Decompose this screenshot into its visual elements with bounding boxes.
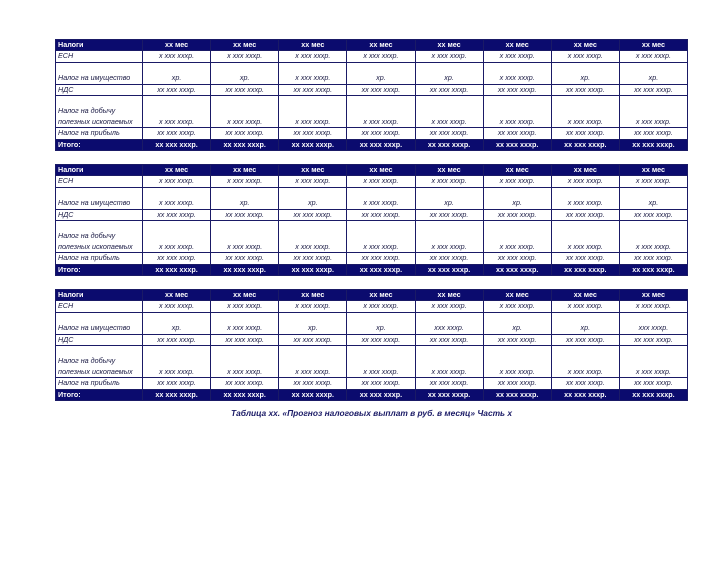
table-cell: x xxx xxxр. [619, 51, 687, 62]
total-cell: xx xxx xxxр. [347, 389, 415, 400]
row-label: Налог на имущество [56, 187, 143, 209]
total-cell: xx xxx xxxр. [211, 264, 279, 275]
table-cell: xx xxx xxxр. [551, 209, 619, 220]
table-cell: xx xxx xxxр. [483, 334, 551, 345]
table-cell: xx xxx xxxр. [347, 209, 415, 220]
table-cell: xx xxx xxxр. [483, 253, 551, 264]
header-month: xx мес [347, 165, 415, 176]
table-cell: x xxx xxxр. [347, 221, 415, 253]
table-cell: xр. [619, 187, 687, 209]
total-cell: xx xxx xxxр. [279, 389, 347, 400]
total-cell: xx xxx xxxр. [619, 139, 687, 150]
table-total-row [56, 264, 688, 275]
table-cell: xx xxx xxxр. [619, 334, 687, 345]
total-cell: xx xxx xxxр. [415, 389, 483, 400]
header-month: xx мес [143, 165, 211, 176]
table-cell: xx xxx xxxр. [483, 378, 551, 389]
header-month: xx мес [279, 165, 347, 176]
table-header-row [56, 165, 688, 176]
table-cell: xx xxx xxxр. [347, 378, 415, 389]
row-label: Налог на прибыль [56, 378, 143, 389]
table-cell: x xxx xxxр. [347, 96, 415, 128]
table-cell: xр. [143, 62, 211, 84]
table-cell: xр. [211, 187, 279, 209]
table-row-vat [56, 334, 688, 345]
table-cell: xx xxx xxxр. [211, 128, 279, 139]
header-month: xx мес [551, 40, 619, 51]
header-month: xx мес [143, 40, 211, 51]
total-label: Итого: [56, 264, 143, 275]
row-label: Налог на имущество [56, 312, 143, 334]
table-row-mineral-tax [56, 96, 688, 128]
table-cell: xx xxx xxxр. [279, 84, 347, 95]
table-cell: x xxx xxxр. [211, 221, 279, 253]
row-label: НДС [56, 334, 143, 345]
table-cell: x xxx xxxр. [211, 176, 279, 187]
header-month: xx мес [483, 40, 551, 51]
table-cell: xx xxx xxxр. [211, 84, 279, 95]
table-cell: xx xxx xxxр. [415, 84, 483, 95]
table-cell: xx xxx xxxр. [279, 378, 347, 389]
table-cell: xx xxx xxxр. [211, 253, 279, 264]
table-row-esn [56, 301, 688, 312]
header-month: xx мес [347, 40, 415, 51]
table-row-profit-tax [56, 378, 688, 389]
row-label: ЕСН [56, 301, 143, 312]
row-label: Налог на добычу полезных ископаемых [56, 96, 143, 128]
table-cell: xx xxx xxxр. [415, 253, 483, 264]
table-cell: xx xxx xxxр. [211, 334, 279, 345]
total-cell: xx xxx xxxр. [483, 389, 551, 400]
table-row-property-tax [56, 62, 688, 84]
table-row-mineral-tax [56, 346, 688, 378]
table-cell: x xxx xxxр. [551, 221, 619, 253]
table-cell: x xxx xxxр. [279, 51, 347, 62]
table-cell: xx xxx xxxр. [279, 128, 347, 139]
tax-forecast-table-3 [55, 289, 688, 401]
table-row-vat [56, 209, 688, 220]
total-cell: xx xxx xxxр. [483, 139, 551, 150]
table-cell: x xxx xxxр. [143, 221, 211, 253]
header-month: xx мес [415, 290, 483, 301]
table-cell: xx xxx xxxр. [143, 334, 211, 345]
table-cell: xр. [483, 312, 551, 334]
table-cell: x xxx xxxр. [483, 301, 551, 312]
total-cell: xx xxx xxxр. [551, 264, 619, 275]
table-cell: xx xxx xxxр. [415, 334, 483, 345]
table-cell: xx xxx xxxр. [347, 334, 415, 345]
table-cell: xр. [279, 187, 347, 209]
table-cell: xx xxx xxxр. [551, 84, 619, 95]
total-cell: xx xxx xxxр. [347, 264, 415, 275]
table-cell: x xxx xxxр. [415, 301, 483, 312]
table-cell: x xxx xxxр. [143, 51, 211, 62]
total-cell: xx xxx xxxр. [619, 264, 687, 275]
table-cell: x xxx xxxр. [619, 346, 687, 378]
table-cell: xx xxx xxxр. [347, 253, 415, 264]
table-cell: x xxx xxxр. [415, 51, 483, 62]
table-cell: x xxx xxxр. [211, 312, 279, 334]
table-cell: x xxx xxxр. [279, 96, 347, 128]
row-label: ЕСН [56, 176, 143, 187]
table-cell: x xxx xxxр. [211, 96, 279, 128]
header-month: xx мес [551, 165, 619, 176]
header-taxes: Налоги [56, 40, 143, 51]
total-cell: xx xxx xxxр. [619, 389, 687, 400]
table-cell: x xxx xxxр. [347, 51, 415, 62]
table-cell: xx xxx xxxр. [551, 378, 619, 389]
table-cell: x xxx xxxр. [483, 176, 551, 187]
table-cell: xx xxx xxxр. [279, 209, 347, 220]
table-header-row [56, 40, 688, 51]
total-cell: xx xxx xxxр. [415, 264, 483, 275]
table-cell: x xxx xxxр. [347, 346, 415, 378]
table-cell: xр. [551, 62, 619, 84]
table-cell: x xxx xxxр. [143, 176, 211, 187]
table-cell: xx xxx xxxр. [143, 253, 211, 264]
table-total-row [56, 389, 688, 400]
total-cell: xx xxx xxxр. [143, 389, 211, 400]
header-month: xx мес [211, 40, 279, 51]
table-cell: x xxx xxxр. [551, 346, 619, 378]
table-cell: x xxx xxxр. [551, 51, 619, 62]
table-cell: xр. [347, 62, 415, 84]
total-cell: xx xxx xxxр. [143, 264, 211, 275]
row-label: ЕСН [56, 51, 143, 62]
total-cell: xx xxx xxxр. [551, 389, 619, 400]
table-cell: x xxx xxxр. [143, 301, 211, 312]
table-cell: x xxx xxxр. [551, 301, 619, 312]
table-cell: x xxx xxxр. [143, 187, 211, 209]
table-cell: xx xxx xxxр. [551, 253, 619, 264]
header-month: xx мес [415, 165, 483, 176]
table-cell: xx xxx xxxр. [347, 84, 415, 95]
table-cell: x xxx xxxр. [415, 96, 483, 128]
table-cell: x xxx xxxр. [483, 62, 551, 84]
table-cell: x xxx xxxр. [211, 301, 279, 312]
table-cell: xx xxx xxxр. [619, 378, 687, 389]
total-cell: xx xxx xxxр. [211, 139, 279, 150]
table-cell: xр. [619, 62, 687, 84]
table-cell: x xxx xxxр. [143, 346, 211, 378]
table-cell: xx xxx xxxр. [415, 209, 483, 220]
table-row-esn [56, 51, 688, 62]
row-label: Налог на добычу полезных ископаемых [56, 346, 143, 378]
header-month: xx мес [279, 290, 347, 301]
table-cell: x xxx xxxр. [551, 96, 619, 128]
table-cell: x xxx xxxр. [347, 187, 415, 209]
row-label: Налог на имущество [56, 62, 143, 84]
total-cell: xx xxx xxxр. [279, 264, 347, 275]
table-cell: x xxx xxxр. [483, 96, 551, 128]
table-cell: xx xxx xxxр. [347, 128, 415, 139]
table-cell: x xxx xxxр. [483, 346, 551, 378]
table-cell: x xxx xxxр. [551, 187, 619, 209]
table-cell: x xxx xxxр. [415, 346, 483, 378]
row-label: НДС [56, 209, 143, 220]
table-cell: xр. [551, 312, 619, 334]
table-row-vat [56, 84, 688, 95]
table-cell: xx xxx xxxр. [619, 253, 687, 264]
total-cell: xx xxx xxxр. [483, 264, 551, 275]
header-month: xx мес [211, 290, 279, 301]
table-cell: xx xxx xxxр. [143, 84, 211, 95]
table-cell: x xxx xxxр. [279, 62, 347, 84]
row-label: НДС [56, 84, 143, 95]
table-cell: x xxx xxxр. [619, 176, 687, 187]
table-cell: xx xxx xxxр. [415, 128, 483, 139]
table-cell: xр. [415, 62, 483, 84]
table-cell: xx xxx xxxр. [211, 209, 279, 220]
table-total-row [56, 139, 688, 150]
table-cell: x xxx xxxр. [483, 221, 551, 253]
table-row-mineral-tax [56, 221, 688, 253]
header-month: xx мес [143, 290, 211, 301]
header-taxes: Налоги [56, 290, 143, 301]
row-label: Налог на прибыль [56, 128, 143, 139]
table-cell: xx xxx xxxр. [143, 209, 211, 220]
table-cell: xx xxx xxxр. [415, 378, 483, 389]
table-cell: x xxx xxxр. [415, 176, 483, 187]
header-month: xx мес [619, 290, 687, 301]
table-header-row [56, 290, 688, 301]
table-cell: x xxx xxxр. [347, 301, 415, 312]
table-cell: xр. [279, 312, 347, 334]
table-cell: x xxx xxxр. [279, 221, 347, 253]
header-month: xx мес [551, 290, 619, 301]
table-cell: xxx xxxр. [619, 312, 687, 334]
table-cell: xx xxx xxxр. [551, 128, 619, 139]
table-row-property-tax [56, 312, 688, 334]
total-label: Итого: [56, 139, 143, 150]
header-month: xx мес [347, 290, 415, 301]
table-cell: xx xxx xxxр. [619, 209, 687, 220]
table-cell: xx xxx xxxр. [279, 253, 347, 264]
table-cell: xx xxx xxxр. [619, 128, 687, 139]
table-cell: xр. [211, 62, 279, 84]
table-cell: x xxx xxxр. [279, 301, 347, 312]
table-caption: Таблица xx. «Прогноз налоговых выплат в руб. в месяц» Часть x [230, 408, 512, 418]
header-month: xx мес [279, 40, 347, 51]
total-cell: xx xxx xxxр. [347, 139, 415, 150]
header-month: xx мес [483, 165, 551, 176]
table-cell: x xxx xxxр. [279, 176, 347, 187]
tax-forecast-table-2 [55, 164, 688, 276]
total-cell: xx xxx xxxр. [551, 139, 619, 150]
table-cell: xx xxx xxxр. [483, 84, 551, 95]
table-cell: x xxx xxxр. [483, 51, 551, 62]
table-cell: x xxx xxxр. [143, 96, 211, 128]
table-cell: xx xxx xxxр. [483, 128, 551, 139]
table-cell: xx xxx xxxр. [143, 128, 211, 139]
table-row-profit-tax [56, 128, 688, 139]
table-cell: xр. [347, 312, 415, 334]
table-row-esn [56, 176, 688, 187]
table-cell: xx xxx xxxр. [143, 378, 211, 389]
header-month: xx мес [483, 290, 551, 301]
table-cell: x xxx xxxр. [619, 96, 687, 128]
table-cell: xx xxx xxxр. [279, 334, 347, 345]
table-cell: xр. [415, 187, 483, 209]
header-taxes: Налоги [56, 165, 143, 176]
table-cell: x xxx xxxр. [347, 176, 415, 187]
table-row-profit-tax [56, 253, 688, 264]
header-month: xx мес [619, 40, 687, 51]
total-cell: xx xxx xxxр. [143, 139, 211, 150]
table-cell: xx xxx xxxр. [551, 334, 619, 345]
table-cell: x xxx xxxр. [415, 221, 483, 253]
total-cell: xx xxx xxxр. [415, 139, 483, 150]
table-cell: xx xxx xxxр. [483, 209, 551, 220]
total-label: Итого: [56, 389, 143, 400]
table-cell: x xxx xxxр. [279, 346, 347, 378]
table-cell: xxx xxxр. [415, 312, 483, 334]
table-cell: xр. [143, 312, 211, 334]
header-month: xx мес [415, 40, 483, 51]
table-cell: xx xxx xxxр. [211, 378, 279, 389]
table-cell: x xxx xxxр. [619, 301, 687, 312]
header-month: xx мес [619, 165, 687, 176]
header-month: xx мес [211, 165, 279, 176]
table-cell: x xxx xxxр. [619, 221, 687, 253]
total-cell: xx xxx xxxр. [211, 389, 279, 400]
row-label: Налог на прибыль [56, 253, 143, 264]
row-label: Налог на добычу полезных ископаемых [56, 221, 143, 253]
table-cell: x xxx xxxр. [211, 51, 279, 62]
tax-forecast-table-1 [55, 39, 688, 151]
table-row-property-tax [56, 187, 688, 209]
table-cell: x xxx xxxр. [551, 176, 619, 187]
total-cell: xx xxx xxxр. [279, 139, 347, 150]
table-cell: xx xxx xxxр. [619, 84, 687, 95]
table-cell: xр. [483, 187, 551, 209]
table-cell: x xxx xxxр. [211, 346, 279, 378]
